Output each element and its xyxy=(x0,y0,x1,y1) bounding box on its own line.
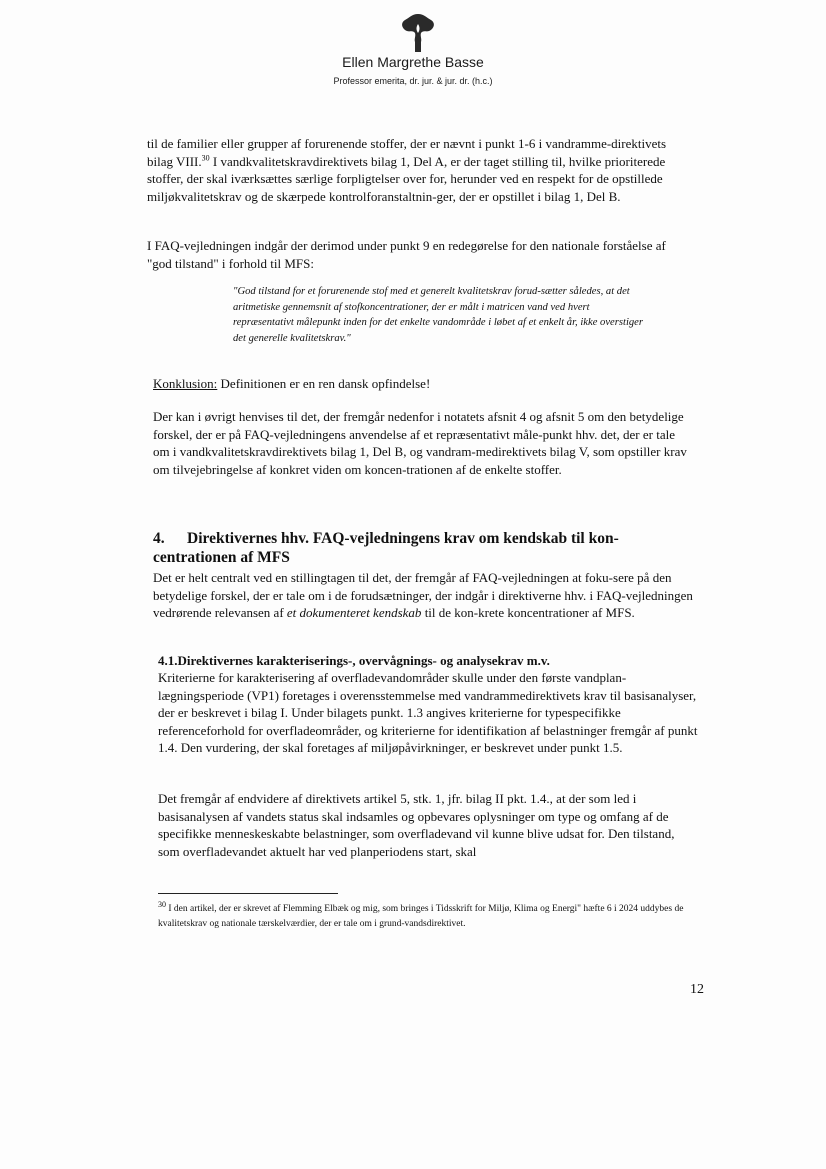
tree-logo-icon xyxy=(398,12,438,54)
conclusion-label: Konklusion: xyxy=(153,376,218,391)
footnote xyxy=(158,899,688,931)
footnote-divider xyxy=(158,893,338,894)
footnote-text: I den artikel, der er skrevet af Flemming Elbæk og mig, som bringes i Tidsskrift for Miljø, Klima og Energi" hæfte 6 i 2024 uddybes de kvalitetskrav og nationale tærskelværdier, der er tale om i grund-vandsdirektivet. xyxy=(158,904,684,929)
paragraph-3: Der kan i øvrigt henvises til det, der fremgår nedenfor i notatets afsnit 4 og afsnit 5 om den betydelige forskel, der er på FAQ-vejledningens anvendelse af et repræsentativt måle-punkt hhv. det, der er tale om i vandkvalitetskravdirektivets bilag 1, Del B, og vandram-medirektivets bilag V, som opstiller krav om tilvejebringelse af konkret viden om koncen-trationen af de enkelte stoffer. xyxy=(153,409,687,477)
section-4-1-heading: 4.1.Direktivernes karakteriserings-, overvågnings- og analysekrav m.v. xyxy=(158,653,550,668)
quotation: "God tilstand for et forurenende stof med et generelt kvalitetskrav forud-sætter således, at det aritmetiske gennemsnit af stofkoncentrationer, der er målt i matricen vand ved hvert repræsentativt målepunkt inden for det enkelte vandområde i løbet af et enkelt år, ikke overstiger det generelle kvalitetskrav." xyxy=(233,286,644,344)
section-4-title: Direktivernes hhv. FAQ-vejledningens krav om kendskab til kon-centrationen af MFS xyxy=(153,530,619,566)
section-4-1-paragraph: Kriterierne for karakterisering af overfladevandområder skulle under den første vandplan-lægningsperiode (VP1) foretages i overensstemmelse med vandrammedirektivets krav til basisanalyser, der er beskrevet i bilag I. Under bilagets punkt. 1.3 angives kriterierne for typespecifikke referenceforhold for overfladeområder, og kriterierne for identifikation af belastninger fremgår af punkt 1.4. Den vurdering, der skal foretages af miljøpåvirkninger, er beskrevet under punkt 1.5. xyxy=(158,670,698,756)
footnote-ref[interactable]: 30 xyxy=(201,153,210,163)
emphasis: et dokumenteret kendskab xyxy=(286,605,422,621)
paragraph-2: I FAQ-vejledningen indgår der derimod under punkt 9 en redegørelse for den nationale forståelse af "god tilstand" i forhold til MFS: xyxy=(147,238,666,271)
section-4-paragraph: Det er helt centralt ved en stillingtagen til det, der fremgår af FAQ-vejledningen at foku-sere på den betydelige forskel, der er tale om i de forudsætninger, der indgår i direktiverne hhv. i FAQ-vejledningen vedrørende relevansen af et dokumenteret kendskab til de kon-krete koncentrationer af MFS. xyxy=(153,570,693,621)
page-number: 12 xyxy=(690,982,704,997)
section-4-number: 4. xyxy=(153,530,165,547)
author-name: Ellen Margrethe Basse xyxy=(342,54,484,70)
conclusion xyxy=(153,375,693,393)
section-4-heading xyxy=(153,529,693,567)
footnote-number: 30 xyxy=(158,899,166,909)
conclusion-text: Definitionen er en ren dansk opfindelse! xyxy=(217,376,431,391)
paragraph-4: Det fremgår af endvidere af direktivets artikel 5, stk. 1, jfr. bilag II pkt. 1.4., at der som led i basisanalysen af vandets status skal indsamles og opbevares oplysninger om type og omfang af de specifikke menneskeskabte belastninger, som overfladevand vil kunne blive udsat for. Den tilstand, som overfladevandet aktuelt har ved planperiodens start, skal xyxy=(158,791,675,859)
author-title: Professor emerita, dr. jur. & jur. dr. (h.c.) xyxy=(333,76,493,86)
paragraph-1: til de familier eller grupper af forurenende stoffer, der er nævnt i punkt 1-6 i vandramme-direktivets bilag VIII.$^{30}$ I vandkvalitetskravdirektivets bilag 1, Del A, er der taget stilling til, hvilke prioriterede stoffer, der skal iværksættes særlige forpligtelser over for, herunder ved en respekt for de opstillede miljøkvalitetskrav og de skærpede kontrolforanstaltnin-ger, der er opstillet i bilag 1, Del B. xyxy=(147,136,667,204)
